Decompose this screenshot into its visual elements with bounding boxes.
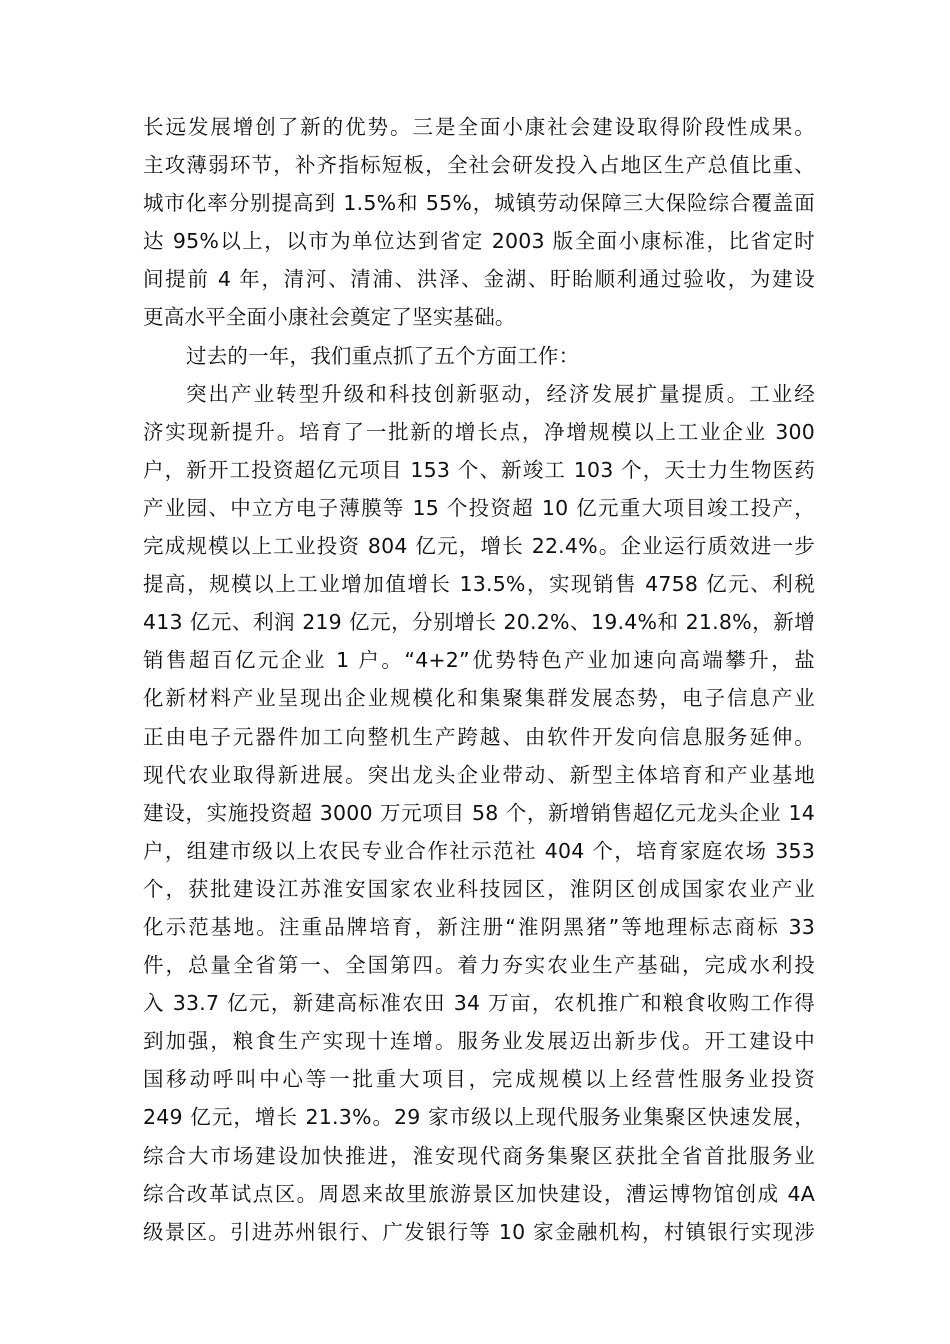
text-line: 级景区。引进苏州银行、广发银行等 10 家金融机构，村镇银行实现涉 bbox=[143, 1219, 815, 1244]
text-line: 达 95%以上，以市为单位达到省定 2003 版全面小康标准，比省定时 bbox=[143, 229, 815, 254]
text-line: 济实现新提升。培育了一批新的增长点，净增规模以上工业企业 300 bbox=[143, 419, 815, 444]
text-line: 户，组建市级以上农民专业合作社示范社 404 个，培育家庭农场 353 bbox=[143, 838, 815, 863]
text-line: 个，获批建设江苏淮安国家农业科技园区，淮阴区创成国家农业产业 bbox=[143, 876, 815, 901]
text-line: 主攻薄弱环节，补齐指标短板，全社会研发投入占地区生产总值比重、 bbox=[143, 153, 815, 178]
text-line: 户，新开工投资超亿元项目 153 个、新竣工 103 个，天士力生物医药 bbox=[143, 457, 815, 482]
text-line: 正由电子元器件加工向整机生产跨越、由软件开发向信息服务延伸。 bbox=[143, 724, 815, 749]
text-line: 更高水平全面小康社会奠定了坚实基础。 bbox=[143, 305, 516, 330]
text-line: 249 亿元，增长 21.3%。29 家市级以上现代服务业集聚区快速发展， bbox=[143, 1105, 815, 1130]
text-line: 突出产业转型升级和科技创新驱动，经济发展扩量提质。工业经 bbox=[186, 381, 815, 406]
text-line: 提高，规模以上工业增加值增长 13.5%，实现销售 4758 亿元、利税 bbox=[143, 572, 815, 597]
text-line: 间提前 4 年，清河、清浦、洪泽、金湖、盱眙顺利通过验收，为建设 bbox=[143, 267, 815, 292]
text-line: 化新材料产业呈现出企业规模化和集聚集群发展态势，电子信息产业 bbox=[143, 686, 815, 711]
text-line: 产业园、中立方电子薄膜等 15 个投资超 10 亿元重大项目竣工投产， bbox=[143, 495, 815, 520]
text-line: 完成规模以上工业投资 804 亿元，增长 22.4%。企业运行质效进一步 bbox=[143, 534, 815, 559]
text-line: 413 亿元、利润 219 亿元，分别增长 20.2%、19.4%和 21.8%，新增 bbox=[143, 610, 815, 635]
text-line: 化示范基地。注重品牌培育，新注册“淮阴黑猪”等地理标志商标 33 bbox=[143, 914, 815, 939]
text-line: 综合改革试点区。周恩来故里旅游景区加快建设，漕运博物馆创成 4A bbox=[143, 1181, 815, 1206]
text-line: 入 33.7 亿元，新建高标准农田 34 万亩，农机推广和粮食收购工作得 bbox=[143, 991, 815, 1016]
text-line: 长远发展增创了新的优势。三是全面小康社会建设取得阶段性成果。 bbox=[143, 115, 815, 139]
text-line: 建设，实施投资超 3000 万元项目 58 个，新增销售超亿元龙头企业 14 bbox=[143, 800, 815, 825]
body-text bbox=[143, 108, 815, 1251]
text-line: 现代农业取得新进展。突出龙头企业带动、新型主体培育和产业基地 bbox=[143, 762, 815, 787]
text-line: 过去的一年，我们重点抓了五个方面工作： bbox=[186, 343, 580, 368]
text-line: 到加强，粮食生产实现十连增。服务业发展迈出新步伐。开工建设中 bbox=[143, 1029, 815, 1054]
text-line: 国移动呼叫中心等一批重大项目，完成规模以上经营性服务业投资 bbox=[143, 1067, 815, 1092]
text-line: 城市化率分别提高到 1.5%和 55%，城镇劳动保障三大保险综合覆盖面 bbox=[143, 191, 815, 216]
text-line: 件，总量全省第一、全国第四。着力夯实农业生产基础，完成水利投 bbox=[143, 953, 815, 978]
text-line: 综合大市场建设加快推进，淮安现代商务集聚区获批全省首批服务业 bbox=[143, 1143, 815, 1168]
text-line: 销售超百亿元企业 1 户。“4+2”优势特色产业加速向高端攀升，盐 bbox=[143, 648, 815, 673]
